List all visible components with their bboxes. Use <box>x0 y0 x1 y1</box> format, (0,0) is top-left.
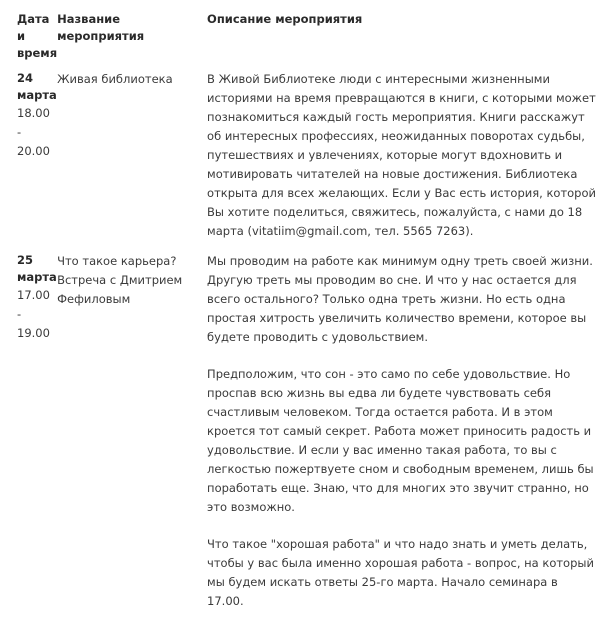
event-date-cell <box>0 252 57 619</box>
event-name-cell <box>57 252 190 619</box>
event-description-paragraph: В Живой Библиотеке люди с интересными жизненными историями на время превращаются в книги, с которыми может познакомиться каждый гость мероприятия. Книги расскажут об интересных профессиях, неожиданных поворотах судьбы, путешествиях и увлечениях, которые могут вдохновить и мотивировать читателей на новые достижения. Библиотека открыта для всех желающих. Если у Вас есть история, которой Вы хотите поделиться, свяжитесь, пожалуйста, с нами до 18 марта (vitatiim@gmail.com, тел. 5565 7263). <box>207 72 596 238</box>
header-event-name: Название мероприятия <box>57 12 145 43</box>
event-description-paragraph: Предположим, что сон - это само по себе удовольствие. Но проспав всю жизнь вы едва ли будете чувствовать себя счастливым человеком. Тогда остается работа. И в этом кроется тот самый секрет. Работа может приносить радость и удовольствие. И если у вас именно такая работа, то вы с легкостью пожертвуете сном и свободным временем, лишь бы поработать еще. Знаю, что для многих это звучит странно, но это возможно. <box>207 367 594 514</box>
event-name: Что такое карьера? Встреча с Дмитрием Фефиловым <box>57 254 183 306</box>
table-row <box>0 70 596 252</box>
event-description-paragraph: Мы проводим на работе как минимум одну треть своей жизни. Другую треть мы проводим во сне. И что у нас остается для всего остального? Только одна треть жизни. Но есть одна простая хитрость увеличить количество времени, которое вы будете проводить с удовольствием. <box>207 254 593 344</box>
event-day: 25 <box>17 253 34 267</box>
event-name-cell <box>57 70 190 252</box>
event-day: 24 <box>17 71 34 85</box>
event-name: Живая библиотека <box>57 72 173 86</box>
event-month: марта <box>17 270 57 284</box>
table-header-row <box>0 0 596 70</box>
event-time: 18.00 - 20.00 <box>17 106 50 158</box>
header-event-description: Описание мероприятия <box>207 12 363 26</box>
table-row <box>0 252 596 619</box>
event-date-cell <box>0 70 57 252</box>
event-description-cell <box>190 252 596 619</box>
event-time: 17.00 - 19.00 <box>17 288 50 340</box>
event-month: марта <box>17 88 57 102</box>
event-description-paragraph: Что такое "хорошая работа" и что надо знать и уметь делать, чтобы у вас была именно хорошая работа - вопрос, на который мы будем искать ответы 25-го марта. Начало семинара в 17.00. <box>207 537 594 608</box>
event-description-cell <box>190 70 596 252</box>
header-date-time: Дата и время <box>17 12 58 60</box>
